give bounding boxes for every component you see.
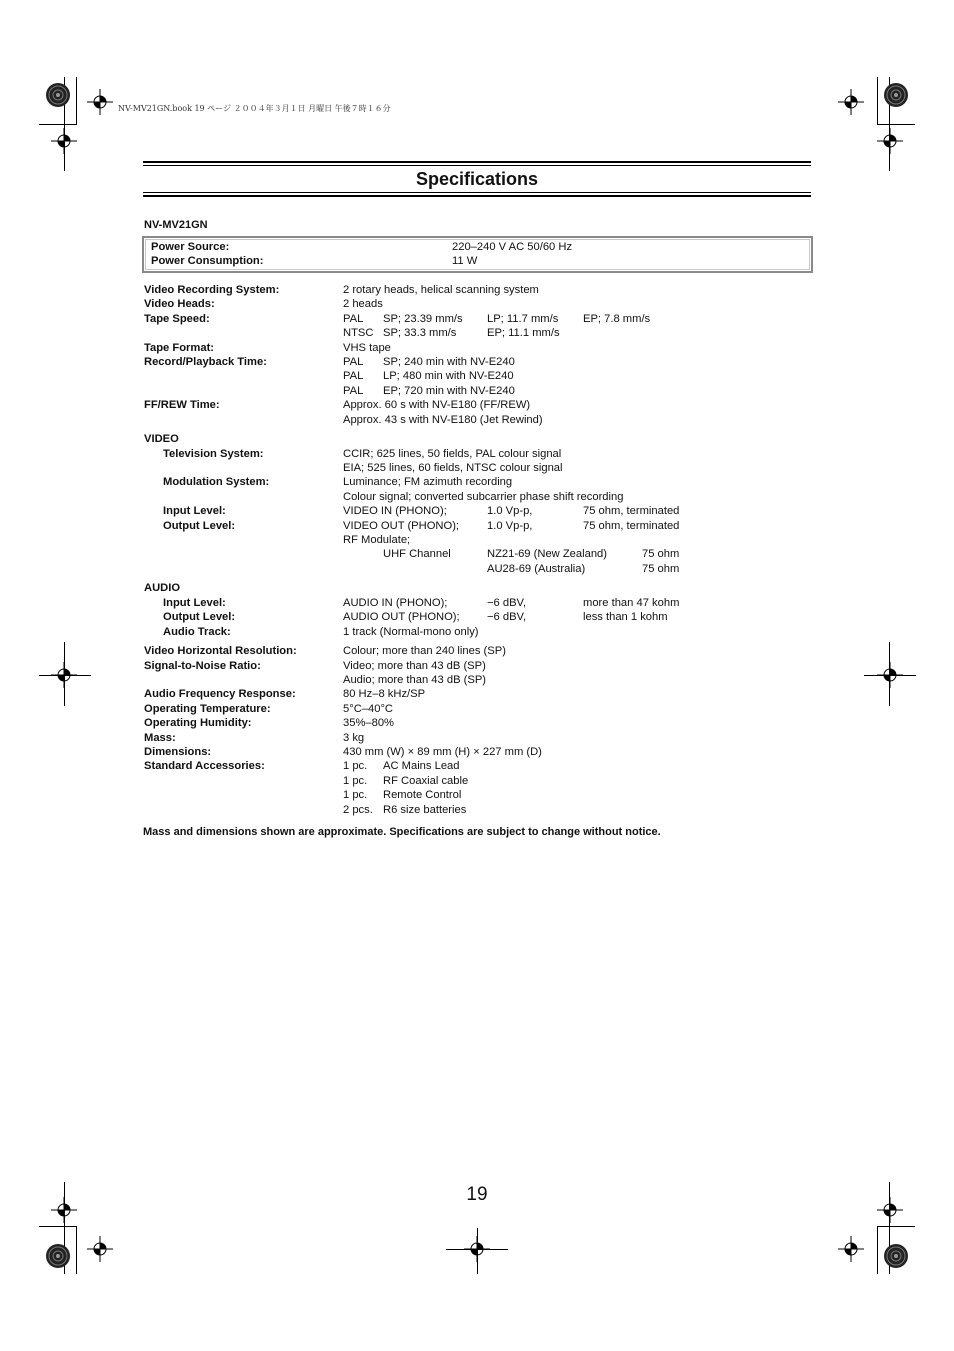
spec-label: Power Source:: [151, 241, 230, 253]
spec-value: EP; 720 min with NV-E240: [383, 385, 515, 397]
spec-label: Input Level:: [163, 597, 226, 609]
spec-value: 11 W: [452, 255, 478, 267]
spec-label: Mass:: [144, 732, 176, 744]
spec-value: SP; 240 min with NV-E240: [383, 356, 515, 368]
crop-mark: [877, 1226, 878, 1274]
spec-value: 1.0 Vp-p,: [487, 520, 533, 532]
spec-label: Video Heads:: [144, 298, 215, 310]
spec-value: VIDEO IN (PHONO);: [343, 505, 447, 517]
spec-value: 1.0 Vp-p,: [487, 505, 533, 517]
page-number: 19: [466, 1184, 488, 1205]
spec-label: Output Level:: [163, 520, 236, 532]
spec-label: Standard Accessories:: [144, 760, 265, 772]
spec-value: PAL: [343, 313, 364, 325]
color-dial-icon: [45, 82, 71, 108]
spec-value: EP; 7.8 mm/s: [583, 313, 651, 325]
spec-value: LP; 11.7 mm/s: [487, 313, 559, 325]
spec-value: 3 kg: [343, 732, 365, 744]
registration-mark-icon: [87, 1236, 113, 1262]
spec-value: R6 size batteries: [383, 804, 467, 816]
title-rule-top: [143, 161, 811, 163]
spec-label: Modulation System:: [163, 476, 270, 488]
spec-value: 80 Hz–8 kHz/SP: [343, 688, 426, 700]
registration-mark-icon: [877, 128, 903, 154]
section-heading-audio: AUDIO: [144, 582, 181, 594]
color-dial-icon: [883, 82, 909, 108]
spec-value: 1 pc.: [343, 760, 368, 772]
crop-mark: [877, 124, 915, 125]
registration-mark-icon: [87, 89, 113, 115]
crop-mark: [39, 124, 77, 125]
title-rule-top-thin: [143, 165, 811, 166]
crop-mark: [864, 675, 916, 676]
spec-value: PAL: [343, 385, 364, 397]
crop-mark: [889, 642, 890, 706]
spec-value: UHF Channel: [383, 548, 451, 560]
spec-value: 1 pc.: [343, 789, 368, 801]
spec-value: NZ21-69 (New Zealand): [487, 548, 608, 560]
spec-value: EP; 11.1 mm/s: [487, 327, 560, 339]
spec-value: AUDIO IN (PHONO);: [343, 597, 448, 609]
page-title: Specifications: [415, 169, 539, 189]
spec-value: RF Modulate;: [343, 534, 411, 546]
spec-value: PAL: [343, 356, 364, 368]
spec-value: Colour; more than 240 lines (SP): [343, 645, 506, 657]
spec-label: Signal-to-Noise Ratio:: [144, 660, 261, 672]
title-rule-bottom-thin: [143, 192, 811, 193]
spec-value: AC Mains Lead: [383, 760, 460, 772]
spec-value: SP; 33.3 mm/s: [383, 327, 457, 339]
spec-value: PAL: [343, 370, 364, 382]
spec-label: Audio Frequency Response:: [144, 688, 296, 700]
spec-value: 75 ohm, terminated: [583, 505, 680, 517]
spec-label: Television System:: [163, 448, 264, 460]
spec-value: CCIR; 625 lines, 50 fields, PAL colour signal: [343, 448, 562, 460]
spec-label: Operating Humidity:: [144, 717, 252, 729]
spec-value: LP; 480 min with NV-E240: [383, 370, 514, 382]
spec-value: 2 rotary heads, helical scanning system: [343, 284, 539, 296]
spec-value: Audio; more than 43 dB (SP): [343, 674, 487, 686]
title-rule-bottom: [143, 195, 811, 197]
registration-mark-icon: [51, 128, 77, 154]
spec-value: Video; more than 43 dB (SP): [343, 660, 486, 672]
crop-mark: [877, 1226, 915, 1227]
spec-value: 430 mm (W) × 89 mm (H) × 227 mm (D): [343, 746, 542, 758]
crop-mark: [39, 1226, 77, 1227]
crop-mark: [477, 1228, 478, 1274]
spec-value: more than 47 kohm: [583, 597, 680, 609]
section-heading-video: VIDEO: [144, 433, 179, 445]
spec-label: Operating Temperature:: [144, 703, 271, 715]
spec-value: 75 ohm, terminated: [583, 520, 680, 532]
spec-value: Colour signal; converted subcarrier phase shift recording: [343, 491, 624, 503]
spec-value: EIA; 525 lines, 60 fields, NTSC colour signal: [343, 462, 563, 474]
spec-value: less than 1 kohm: [583, 611, 668, 623]
spec-value: VHS tape: [343, 342, 391, 354]
spec-value: Approx. 43 s with NV-E180 (Jet Rewind): [343, 414, 543, 426]
registration-mark-icon: [838, 1236, 864, 1262]
crop-mark: [76, 77, 77, 125]
spec-label: Video Recording System:: [144, 284, 280, 296]
spec-value: Remote Control: [383, 789, 462, 801]
spec-value: 2 heads: [343, 298, 383, 310]
model-name: NV-MV21GN: [144, 219, 208, 231]
spec-label: Audio Track:: [163, 626, 231, 638]
spec-value: AUDIO OUT (PHONO);: [343, 611, 460, 623]
spec-label: FF/REW Time:: [144, 399, 220, 411]
crop-mark: [64, 642, 65, 706]
spec-value: 75 ohm: [642, 563, 680, 575]
spec-value: AU28-69 (Australia): [487, 563, 586, 575]
spec-label: Video Horizontal Resolution:: [144, 645, 297, 657]
spec-value: 75 ohm: [642, 548, 680, 560]
spec-value: 220–240 V AC 50/60 Hz: [452, 241, 573, 253]
spec-label: Record/Playback Time:: [144, 356, 267, 368]
spec-label: Tape Format:: [144, 342, 215, 354]
spec-value: 1 track (Normal-mono only): [343, 626, 479, 638]
crop-mark: [76, 1226, 77, 1274]
spec-value: NTSC: [343, 327, 374, 339]
spec-label: Power Consumption:: [151, 255, 264, 267]
spec-value: RF Coaxial cable: [383, 775, 469, 787]
crop-mark: [39, 675, 91, 676]
spec-value: −6 dBV,: [487, 611, 527, 623]
spec-value: −6 dBV,: [487, 597, 527, 609]
spec-value: 2 pcs.: [343, 804, 373, 816]
print-header: NV-MV21GN.book 19 ページ ２００４年３月１日 月曜日 午後７時１６分: [118, 104, 391, 113]
spec-value: 5°C–40°C: [343, 703, 393, 715]
spec-value: 1 pc.: [343, 775, 368, 787]
color-dial-icon: [883, 1243, 909, 1269]
spec-label: Dimensions:: [144, 746, 212, 758]
spec-value: Approx. 60 s with NV-E180 (FF/REW): [343, 399, 531, 411]
spec-label: Input Level:: [163, 505, 226, 517]
color-dial-icon: [45, 1243, 71, 1269]
spec-label: Tape Speed:: [144, 313, 210, 325]
registration-mark-icon: [838, 89, 864, 115]
footnote: Mass and dimensions shown are approximate. Specifications are subject to change without notice.: [143, 826, 661, 838]
spec-value: SP; 23.39 mm/s: [383, 313, 463, 325]
spec-value: VIDEO OUT (PHONO);: [343, 520, 460, 532]
spec-value: 35%–80%: [343, 717, 395, 729]
spec-label: Output Level:: [163, 611, 236, 623]
spec-value: Luminance; FM azimuth recording: [343, 476, 513, 488]
crop-mark: [877, 77, 878, 125]
